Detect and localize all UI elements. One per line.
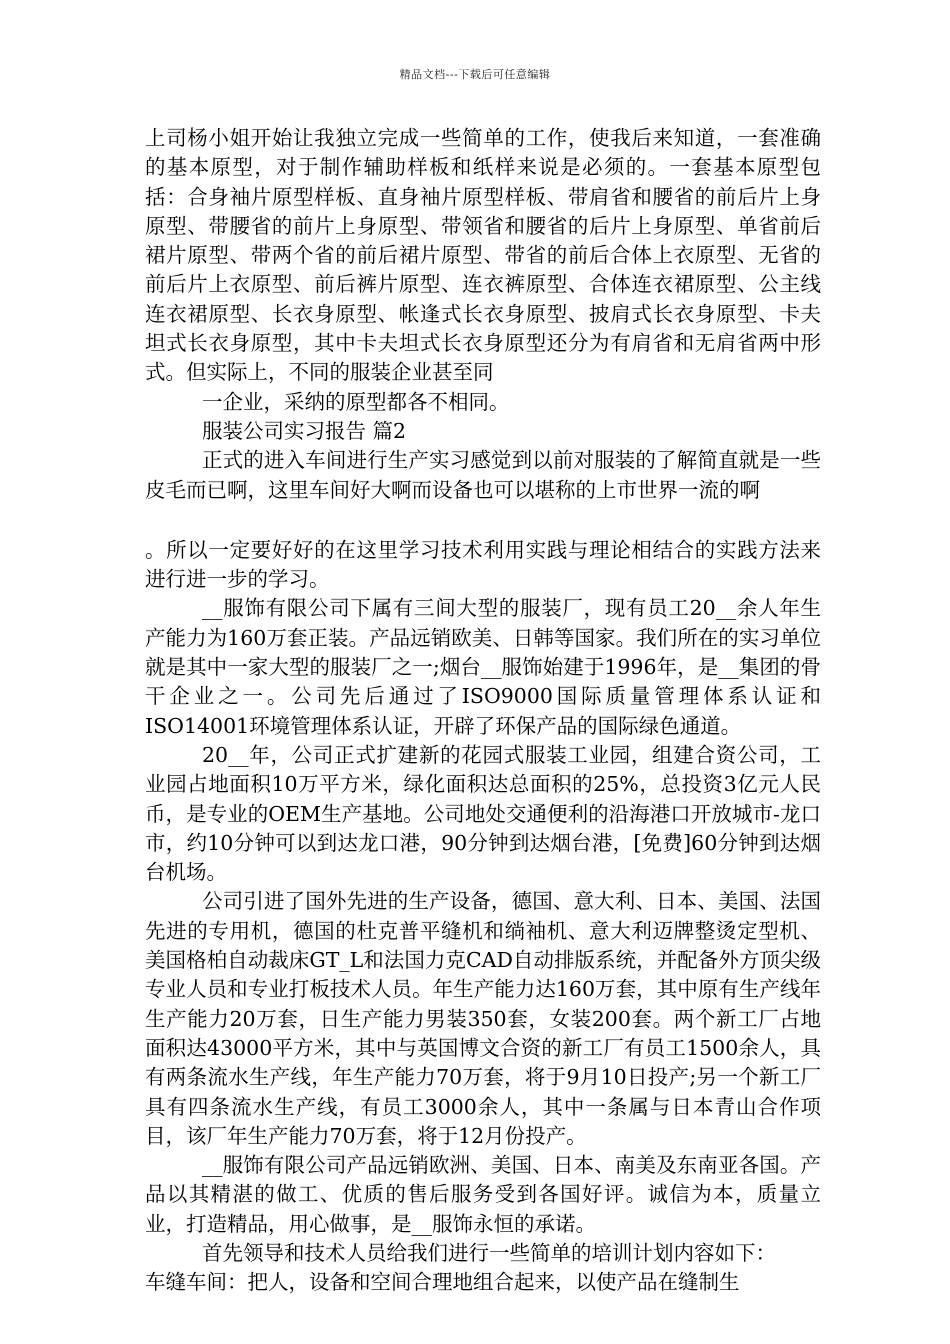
paragraph-6: 20__年，公司正式扩建新的花园式服装工业园，组建合资公司，工业园占地面积10万平方米，绿化面积达总面积的25%，总投资3亿元人民币，是专业的OEM生产基地。公司地处交通便利的沿海港口开放城市-龙口市，约10分钟可以到达龙口港，90分钟到达烟台港，[免费]60分钟到达烟台机场。: [145, 742, 821, 885]
paragraph-8: __服饰有限公司产品远销欧洲、美国、日本、南美及东南亚各国。产品以其精湛的做工、优质的售后服务受到各国好评。诚信为本，质量立业，打造精品，用心做事，是__服饰永恒的承诺。: [145, 1153, 821, 1236]
paragraph-7: 公司引进了国外先进的生产设备，德国、意大利、日本、美国、法国先进的专用机，德国的杜克普平缝机和绱袖机、意大利迈牌整烫定型机、美国格柏自动裁床GT_L和法国力克CAD自动排版系统，并配备外方顶尖级专业人员和专业打板技术人员。年生产能力达160万套，其中原有生产线年生产能力20万套，日生产能力男装350套，女装200套。两个新工厂占地面积达43000平方米，其中与英国博文合资的新工厂有员工1500余人，具有两条流水生产线，年生产能力70万套，将于9月10日投产;另一个新工厂具有四条流水生产线，有员工3000余人，其中一条属与日本青山合作项目，该厂年生产能力70万套，将于12月份投产。: [145, 889, 821, 1148]
paragraph-5: __服饰有限公司下属有三间大型的服装厂，现有员工20__余人年生产能力为160万套正装。产品远销欧美、日韩等国家。我们所在的实习单位就是其中一家大型的服装厂之一;烟台__服饰始建于1996年，是__集团的骨干企业之一。公司先后通过了ISO9000国际质量管理体系认证和ISO14001环境管理体系认证，开辟了环保产品的国际绿色通道。: [145, 596, 821, 738]
section-heading: 服装公司实习报告 篇2: [202, 418, 407, 443]
paragraph-gap: [145, 505, 821, 536]
paragraph-3: 正式的进入车间进行生产实习感觉到以前对服装的了解简直就是一些皮毛而已啊，这里车间好大啊而设备也可以堪称的上市世界一流的啊: [145, 448, 821, 502]
paragraph-2: 一企业，采纳的原型都各不相同。: [202, 389, 510, 414]
document-body: [145, 124, 821, 1298]
paragraph-4: 。所以一定要好好的在这里学习技术利用实践与理论相结合的实践方法来进行进一步的学习。: [145, 537, 821, 592]
paragraph-1: 上司杨小姐开始让我独立完成一些简单的工作，使我后来知道，一套准确的基本原型，对于制作辅助样板和纸样来说是必须的。一套基本原型包括：合身袖片原型样板、直身袖片原型样板、带肩省和腰省的前后片上身原型、带腰省的前片上身原型、带领省和腰省的后片上身原型、单省前后裙片原型、带两个省的前后裙片原型、带省的前后合体上衣原型、无省的前后片上衣原型、前后裤片原型、连衣裤原型、合体连衣裙原型、公主线连衣裙原型、长衣身原型、帐逢式长衣身原型、披肩式长衣身原型、卡夫坦式长衣身原型，其中卡夫坦式长衣身原型还分为有肩省和无肩省两中形式。但实际上，不同的服装企业甚至同: [145, 126, 821, 385]
page-header: 精品文档---下载后可任意编辑: [399, 68, 551, 81]
paragraph-9: 首先领导和技术人员给我们进行一些简单的培训计划内容如下：: [202, 1240, 776, 1265]
paragraph-10: 车缝车间：把人，设备和空间合理地组合起来，以使产品在缝制生: [145, 1270, 740, 1295]
